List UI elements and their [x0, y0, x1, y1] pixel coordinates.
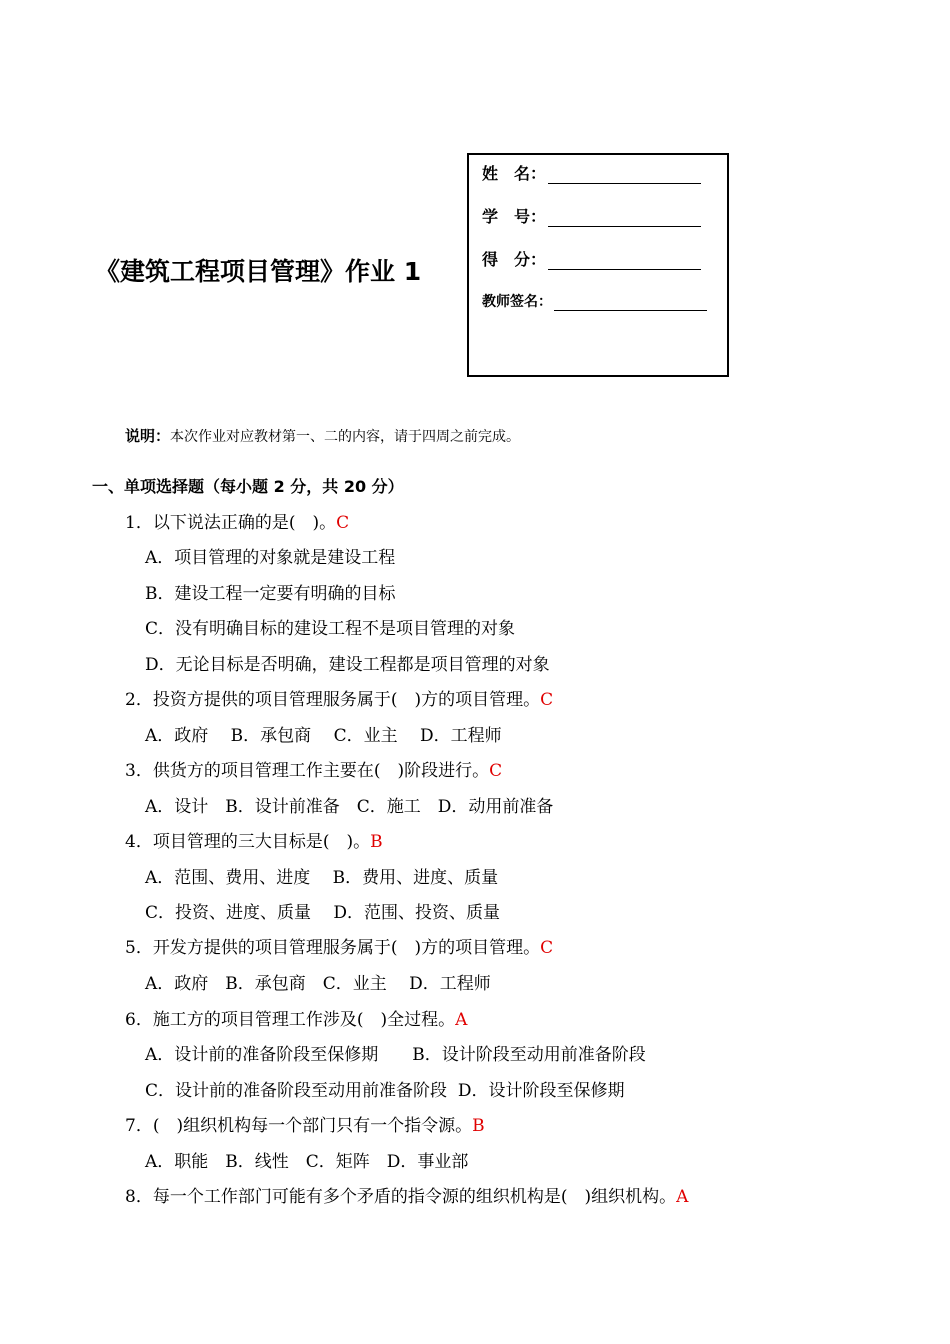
- student-id-field[interactable]: [548, 208, 701, 227]
- question-stem: 2．投资方提供的项目管理服务属于( )方的项目管理。: [125, 690, 541, 710]
- question-5: [125, 933, 553, 958]
- answer-mark: C: [336, 513, 350, 533]
- teacher-signature-field[interactable]: [554, 292, 707, 311]
- name-field[interactable]: [548, 165, 701, 184]
- q7-options: A．职能 B．线性 C．矩阵 D．事业部: [145, 1152, 469, 1172]
- q2-options: A．政府 B．承包商 C．业主 D．工程师: [145, 726, 502, 746]
- question-3: [125, 756, 502, 781]
- question-2: [125, 685, 553, 710]
- question-8: [125, 1182, 688, 1207]
- teacher-signature-row: [482, 291, 707, 311]
- q4-options-ab: A．范围、费用、进度 B．费用、进度、质量: [145, 868, 499, 888]
- q1-option-c: C．没有明确目标的建设工程不是项目管理的对象: [145, 619, 516, 639]
- answer-mark: C: [540, 690, 554, 710]
- instructions-note: [125, 425, 520, 446]
- score-label: 得 分：: [482, 250, 547, 269]
- q4-options-cd: C．投资、进度、质量 D．范围、投资、质量: [145, 903, 501, 923]
- score-field[interactable]: [548, 251, 701, 270]
- q1-option-a: A．项目管理的对象就是建设工程: [145, 548, 396, 568]
- question-4: [125, 827, 383, 852]
- answer-mark: B: [370, 832, 383, 852]
- q1-option-d: D．无论目标是否明确，建设工程都是项目管理的对象: [145, 655, 550, 675]
- answer-mark: B: [472, 1116, 485, 1136]
- note-text: 本次作业对应教材第一、二的内容，请于四周之前完成。: [170, 429, 521, 445]
- question-1: [125, 508, 349, 533]
- q5-options: A．政府 B．承包商 C．业主 D．工程师: [145, 974, 491, 994]
- q3-options: A．设计 B．设计前准备 C．施工 D．动用前准备: [145, 797, 554, 817]
- question-stem: 4．项目管理的三大目标是( )。: [125, 832, 371, 852]
- document-title: 《建筑工程项目管理》作业 1: [95, 257, 422, 286]
- question-7: [125, 1111, 485, 1136]
- answer-mark: C: [489, 761, 503, 781]
- question-stem: 6．施工方的项目管理工作涉及( )全过程。: [125, 1010, 456, 1030]
- answer-mark: C: [540, 938, 554, 958]
- student-id-row: [482, 204, 701, 227]
- name-row: [482, 161, 701, 184]
- question-6: [125, 1005, 467, 1030]
- question-stem: 8．每一个工作部门可能有多个矛盾的指令源的组织机构是( )组织机构。: [125, 1187, 677, 1207]
- note-label: 说明：: [125, 427, 171, 445]
- question-stem: 7．( )组织机构每一个部门只有一个指令源。: [125, 1116, 473, 1136]
- question-stem: 5．开发方提供的项目管理服务属于( )方的项目管理。: [125, 938, 541, 958]
- question-stem: 3．供货方的项目管理工作主要在( )阶段进行。: [125, 761, 490, 781]
- student-info-box: [467, 153, 729, 377]
- answer-mark: A: [676, 1187, 689, 1207]
- student-id-label: 学 号：: [482, 207, 547, 226]
- q6-options-ab: A．设计前的准备阶段至保修期 B．设计阶段至动用前准备阶段: [145, 1045, 646, 1065]
- q6-options-cd: C．设计前的准备阶段至动用前准备阶段 D．设计阶段至保修期: [145, 1081, 625, 1101]
- q1-option-b: B．建设工程一定要有明确的目标: [145, 584, 396, 604]
- question-stem: 1．以下说法正确的是( )。: [125, 513, 337, 533]
- name-label: 姓 名：: [482, 164, 547, 183]
- score-row: [482, 247, 701, 270]
- answer-mark: A: [455, 1010, 468, 1030]
- teacher-signature-label: 教师签名：: [482, 294, 552, 310]
- section-heading: 一、单项选择题（每小题 2 分，共 20 分）: [92, 477, 404, 496]
